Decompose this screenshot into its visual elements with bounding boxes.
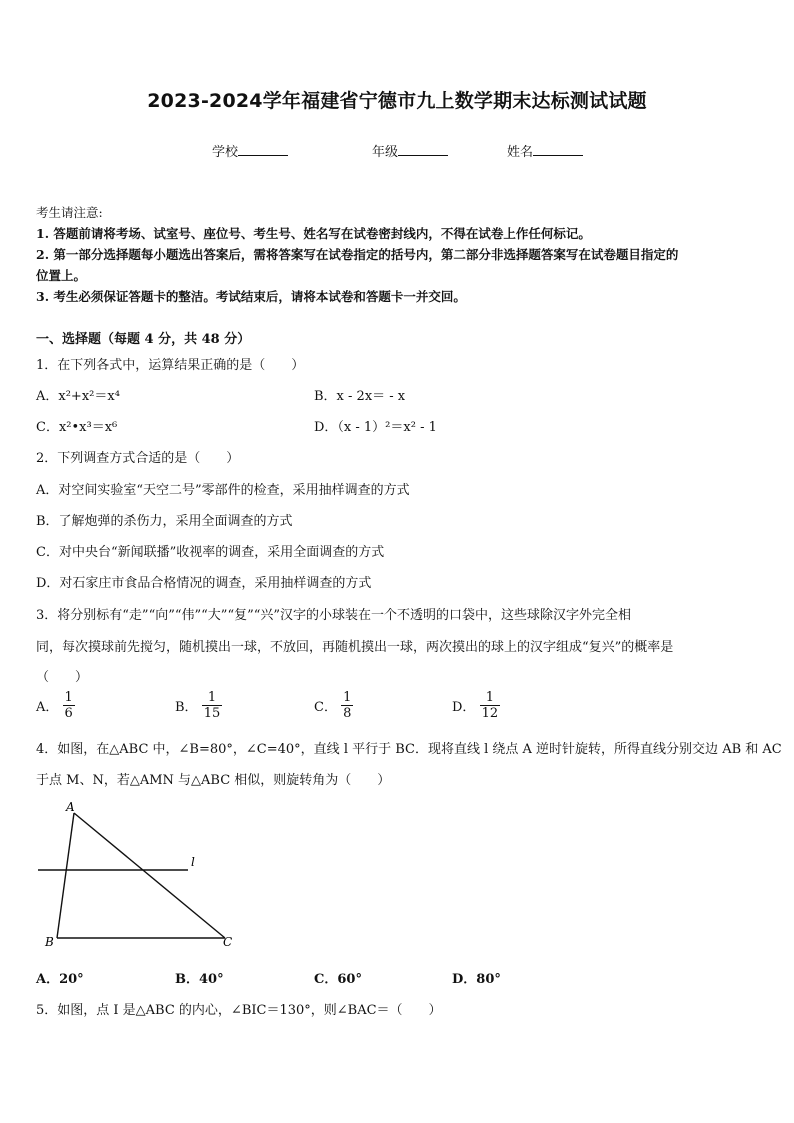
q1-option-b: B．x - 2x＝ - x — [314, 389, 406, 404]
q3-option-b — [175, 690, 222, 721]
q3-option-c — [314, 690, 353, 721]
notice-item-2-cont: 位置上。 — [36, 268, 87, 283]
q2-option-b: B．了解炮弹的杀伤力，采用全面调查的方式 — [36, 514, 293, 529]
q3-option-c-fraction — [341, 690, 353, 721]
vertex-c-label: C — [223, 935, 233, 949]
q1-option-a: A．x²+x²＝x⁴ — [36, 389, 120, 404]
q3-option-a-fraction — [63, 690, 75, 721]
q3-option-a — [36, 690, 75, 721]
notice-item-1: 1. 答题前请将考场、试室号、座位号、考生号、姓名写在试卷密封线内，不得在试卷上作任何标记。 — [36, 226, 591, 241]
q3-option-b-label: B． — [175, 700, 198, 715]
q2-option-c: C．对中央台“新闻联播”收视率的调查，采用全面调查的方式 — [36, 545, 385, 560]
q3-option-d-fraction — [480, 690, 501, 721]
notice-item-3: 3. 考生必须保证答题卡的整洁。考试结束后，请将本试卷和答题卡一并交回。 — [36, 289, 466, 304]
name-blank — [533, 143, 583, 156]
notice-heading: 考生请注意: — [36, 205, 103, 220]
segment-ab — [57, 813, 74, 938]
q3-option-c-denominator: 8 — [343, 706, 352, 721]
q3-option-d-label: D． — [452, 700, 476, 715]
q4-option-d: D．80° — [452, 972, 501, 987]
vertex-a-label: A — [66, 800, 75, 814]
q2-stem: 2．下列调查方式合适的是（ ） — [36, 451, 240, 466]
grade-field — [372, 141, 448, 160]
vertex-b-label: B — [45, 935, 54, 949]
q2-option-a: A．对空间实验室“天空二号”零部件的检查，采用抽样调查的方式 — [36, 483, 410, 498]
grade-blank — [398, 143, 448, 156]
q3-option-c-label: C． — [314, 700, 337, 715]
q3-option-a-numerator: 1 — [64, 690, 73, 705]
grade-label: 年级 — [372, 145, 399, 160]
q4-option-b: B．40° — [175, 972, 224, 987]
q3-option-d — [452, 690, 500, 721]
q3-line-2: 同，每次摸球前先搅匀，随机摸出一球，不放回，再随机摸出一球，两次摸出的球上的汉字组成“复兴”的概率是 — [36, 640, 674, 655]
q1-stem: 1．在下列各式中，运算结果正确的是（ ） — [36, 358, 305, 373]
q3-option-a-label: A． — [36, 700, 59, 715]
q4-line-1: 4．如图，在△ABC 中，∠B=80°，∠C=40°，直线 l 平行于 BC．现将直线 l 绕点 A 逆时针旋转，所得直线分别交边 AB 和 AC — [36, 742, 782, 757]
q3-option-b-numerator: 1 — [207, 690, 217, 705]
school-blank — [238, 143, 288, 156]
section-heading: 一、选择题（每题 4 分，共 48 分） — [36, 332, 251, 347]
q4-option-c: C．60° — [314, 972, 362, 987]
q3-option-b-fraction — [202, 690, 223, 721]
notice-item-2: 2. 第一部分选择题每小题选出答案后，需将答案写在试卷指定的括号内，第二部分非选择题答案写在试卷题目指定的 — [36, 247, 679, 262]
q3-option-a-denominator: 6 — [64, 706, 73, 721]
q3-option-d-numerator: 1 — [485, 690, 494, 705]
q3-line-3: （ ） — [36, 670, 89, 685]
triangle-figure — [30, 798, 250, 956]
q4-line-2: 于点 M、N，若△AMN 与△ABC 相似，则旋转角为（ ） — [36, 773, 391, 788]
school-field — [212, 141, 288, 160]
q1-option-d: D．（x - 1）²＝x² - 1 — [314, 420, 437, 435]
q4-option-a: A．20° — [36, 972, 84, 987]
q3-option-c-numerator: 1 — [343, 690, 352, 705]
name-field — [507, 141, 583, 160]
page-title: 2023-2024学年福建省宁德市九上数学期末达标测试试题 — [147, 90, 647, 112]
q1-option-c: C．x²•x³＝x⁶ — [36, 420, 118, 435]
q3-option-d-denominator: 12 — [481, 706, 499, 721]
school-label: 学校 — [212, 145, 239, 160]
name-label: 姓名 — [507, 145, 534, 160]
q3-line-1: 3．将分别标有“走”“向”“伟”“大”“复”“兴”汉字的小球装在一个不透明的口袋中，这些球除汉字外完全相 — [36, 608, 632, 623]
q3-option-b-denominator: 15 — [203, 706, 221, 721]
q5-stem: 5．如图，点 I 是△ABC 的内心，∠BIC＝130°，则∠BAC＝（ ） — [36, 1003, 442, 1018]
line-l-label: l — [191, 855, 195, 869]
segment-ac — [74, 813, 225, 938]
q2-option-d: D．对石家庄市食品合格情况的调查，采用抽样调查的方式 — [36, 576, 372, 591]
